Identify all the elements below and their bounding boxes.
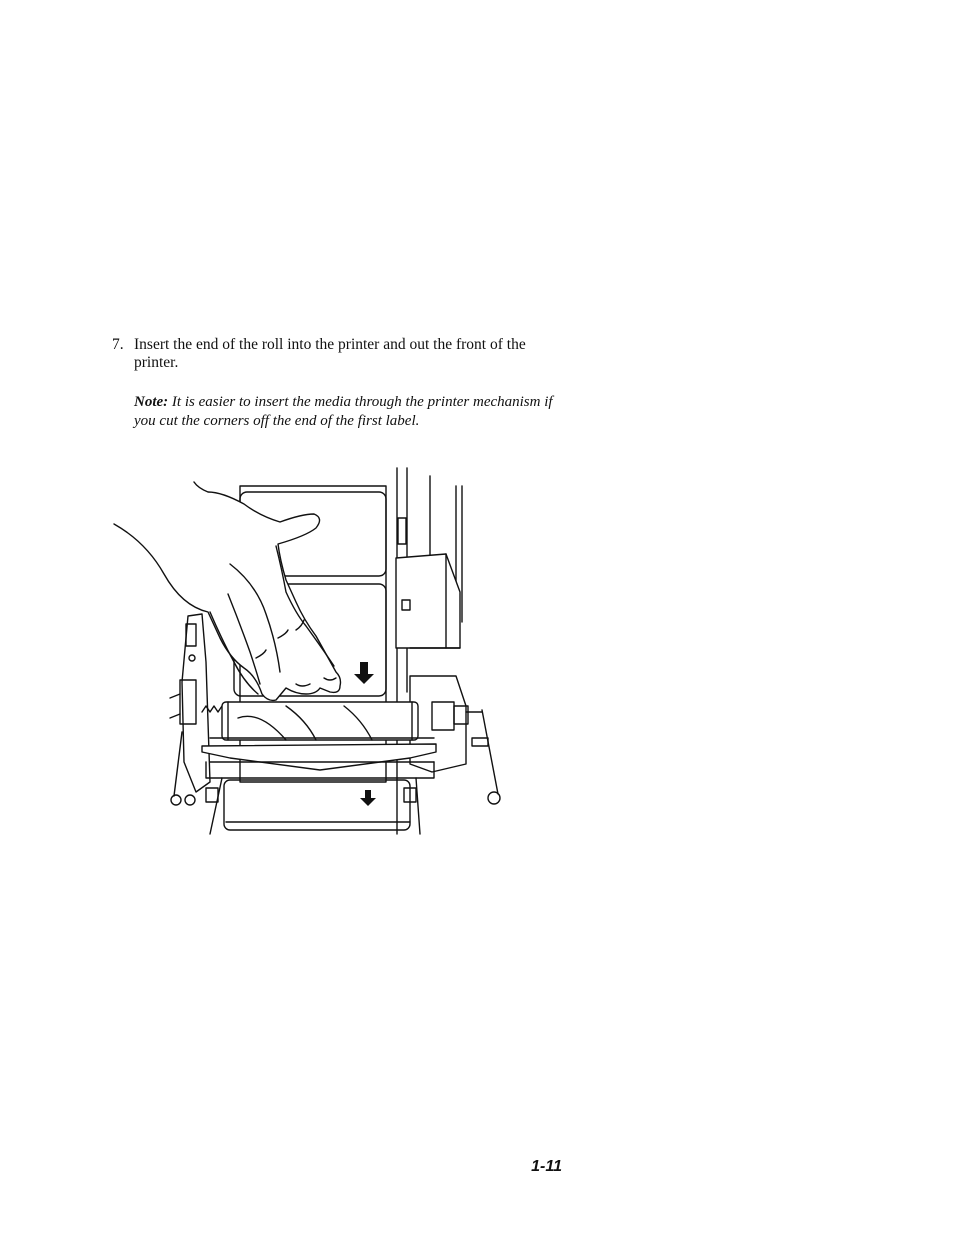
platen-roller-icon: [222, 702, 418, 740]
right-frame-icon: [410, 676, 500, 804]
note-label: Note:: [134, 394, 169, 410]
page-number: 1-11: [531, 1158, 562, 1175]
side-rails-icon: [397, 468, 462, 834]
left-frame-icon: [170, 614, 226, 805]
print-head-housing-icon: [396, 554, 460, 648]
printer-media-insertion-illustration: [110, 462, 510, 840]
note: [134, 393, 574, 431]
instruction-step: [112, 336, 572, 372]
note-text: It is easier to insert the media through the printer mechanism if you cut the corners off the end of the first label.: [134, 394, 553, 429]
step-text: Insert the end of the roll into the printer and out the front of the printer.: [134, 336, 526, 371]
step-number: 7.: [112, 336, 124, 353]
exit-media-icon: [206, 778, 420, 834]
